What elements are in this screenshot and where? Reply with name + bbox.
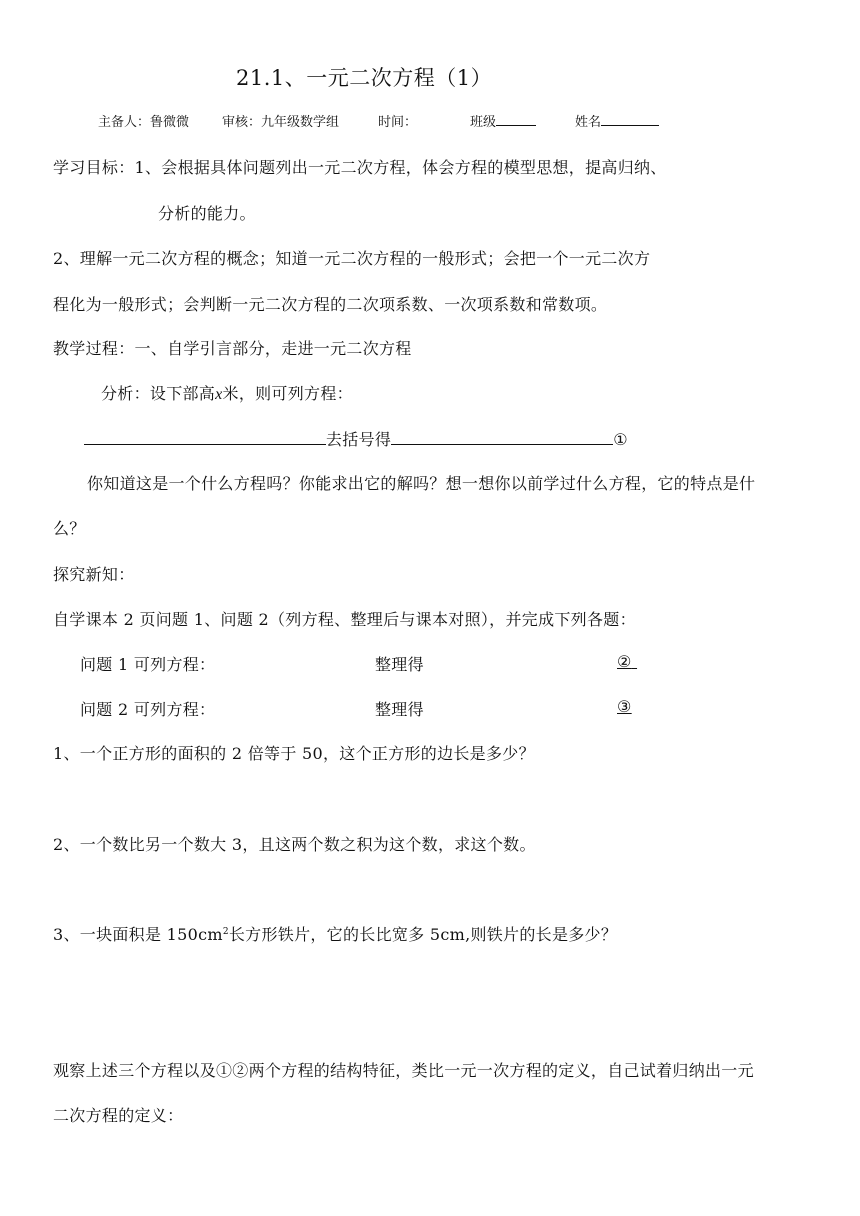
class-blank <box>496 111 536 126</box>
objectives-label: 学习目标： <box>53 158 135 177</box>
equation-blank-2 <box>391 430 613 445</box>
bracket-text: 去括号得 <box>326 430 392 449</box>
question-1-arrange: 整理得 <box>375 655 424 674</box>
observe-line-1: 观察上述三个方程以及①②两个方程的结构特征，类比一元一次方程的定义，自己试着归纳出一元 <box>53 1061 754 1080</box>
reviewer-label: 审核：九年级数学组 <box>222 115 340 130</box>
name-blank <box>601 111 659 126</box>
objective-1-text: 、会根据具体问题列出一元二次方程，体会方程的模型思想，提高归纳、 <box>145 158 667 177</box>
problem-3-superscript: 2 <box>222 927 229 937</box>
equation-mark-1: ① <box>613 430 628 449</box>
analysis-suffix: 米，则可列方程： <box>222 384 353 403</box>
time-label: 时间： <box>378 115 418 130</box>
preparer-label: 主备人：鲁微微 <box>98 115 190 130</box>
objective-1-line-1 <box>53 155 667 178</box>
question-2-arrange: 整理得 <box>375 700 424 719</box>
equation-mark-2-text: ② <box>617 652 632 671</box>
name-field <box>575 111 659 130</box>
objective-2-line-2: 程化为一般形式；会判断一元二次方程的二次项系数、一次项系数和常数项。 <box>53 295 608 314</box>
problem-1: 1、一个正方形的面积的 2 倍等于 50，这个正方形的边长是多少？ <box>53 744 535 763</box>
question-2-label: 问题 2 可列方程： <box>80 700 216 719</box>
page-title: 21.1、一元二次方程（1） <box>236 66 493 90</box>
analysis-prefix: 分析：设下部高 <box>101 384 216 403</box>
class-label: 班级 <box>470 115 497 130</box>
question-line-2: 么？ <box>53 519 86 538</box>
problem-3-prefix: 3、一块面积是 150cm <box>53 925 223 944</box>
objective-1-line-2: 分析的能力。 <box>158 204 256 223</box>
name-label: 姓名 <box>575 115 602 130</box>
question-1-label: 问题 1 可列方程： <box>80 655 216 674</box>
explore-heading: 探究新知： <box>53 565 135 584</box>
equation-mark-2 <box>617 652 637 671</box>
problem-3-suffix: 长方形铁片，它的长比宽多 5cm,则铁片的长是多少？ <box>228 925 618 944</box>
objective-1-number: 1 <box>134 158 145 177</box>
equation-mark-3: ③ <box>617 697 632 716</box>
question-line-1: 你知道这是一个什么方程吗？你能求出它的解吗？想一想你以前学过什么方程，它的特点是什 <box>87 474 756 493</box>
observe-line-2: 二次方程的定义： <box>53 1106 184 1125</box>
equation-blank-line <box>84 427 628 450</box>
analysis-line <box>101 381 353 404</box>
problem-3 <box>53 922 617 945</box>
objective-2-line-1: 2、理解一元二次方程的概念；知道一元二次方程的一般形式；会把一个一元二次方 <box>53 249 651 268</box>
analysis-variable: x <box>215 386 223 403</box>
problem-2: 2、一个数比另一个数大 3，且这两个数之积为这个数，求这个数。 <box>53 835 536 854</box>
class-field <box>470 111 536 130</box>
equation-blank-1 <box>84 430 326 445</box>
process-heading: 教学过程：一、自学引言部分，走进一元二次方程 <box>53 339 412 358</box>
explore-intro: 自学课本 2 页问题 1、问题 2（列方程、整理后与课本对照），并完成下列各题： <box>53 610 636 629</box>
